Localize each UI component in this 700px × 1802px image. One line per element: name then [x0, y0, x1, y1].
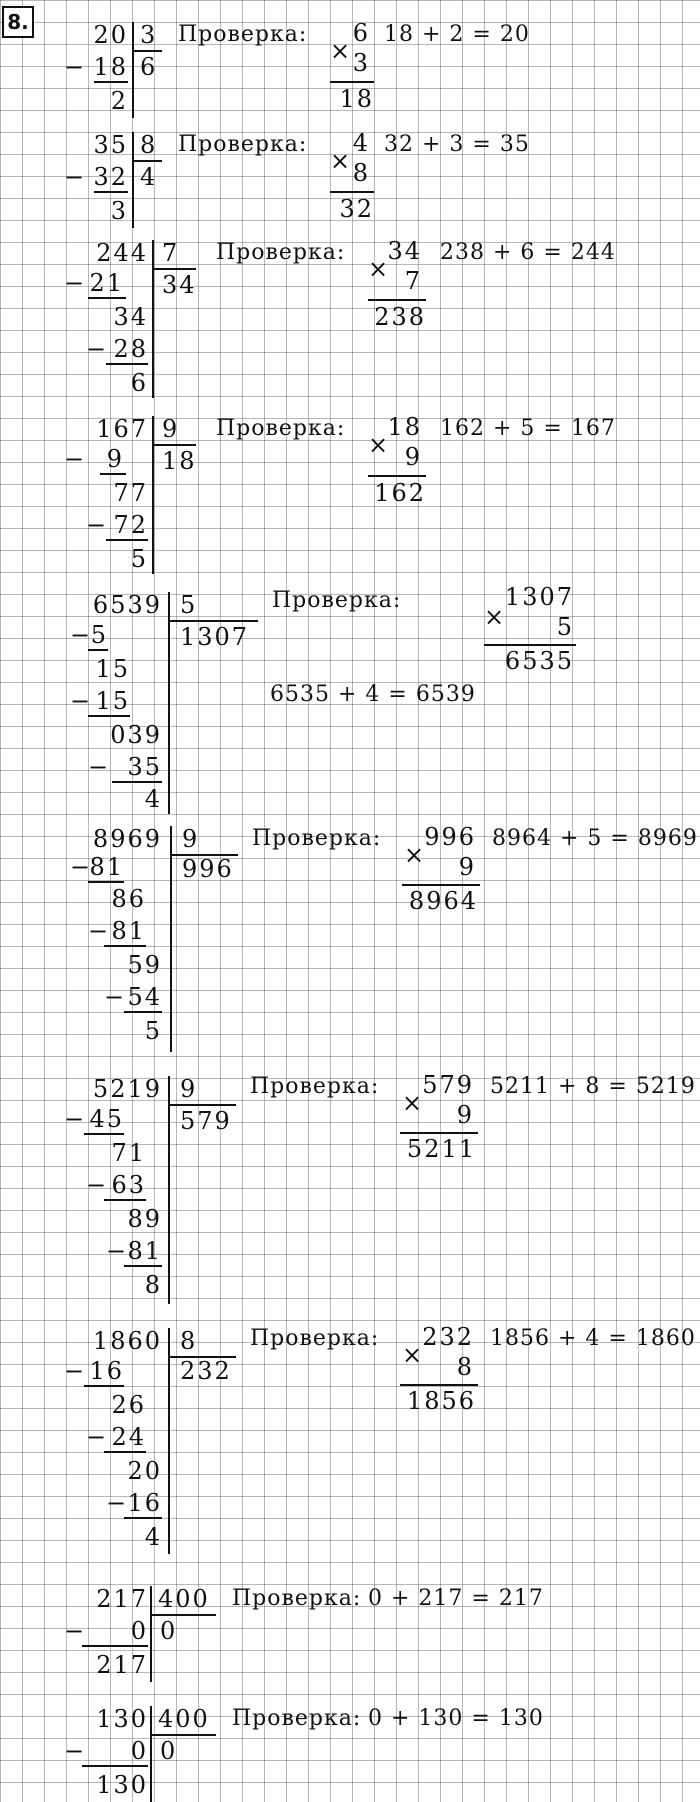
minus-sign: −: [106, 1489, 129, 1517]
subtrahend: 21: [89, 269, 124, 297]
subtraction-line: [94, 81, 128, 83]
subtraction-line: [88, 715, 130, 717]
mult-top: 579: [422, 1071, 474, 1099]
check-label: Проверка:: [232, 1706, 362, 1731]
times-sign: ×: [368, 255, 391, 283]
subtraction-line: [88, 297, 126, 299]
remainder: 5: [144, 1017, 162, 1045]
minus-sign: −: [86, 1171, 109, 1199]
subtraction-line: [104, 945, 146, 947]
division-bar: [168, 1076, 170, 1304]
minus-sign: −: [70, 687, 93, 715]
minus-sign: −: [64, 1105, 87, 1133]
times-sign: ×: [404, 841, 427, 869]
subtrahend: 5: [90, 621, 108, 649]
division-bar: [132, 132, 134, 228]
subtrahend: 54: [127, 983, 162, 1011]
remainder: 20: [127, 1457, 162, 1485]
quotient: 232: [180, 1357, 232, 1385]
times-sign: ×: [402, 1341, 425, 1369]
subtrahend: 16: [89, 1357, 124, 1385]
subtrahend: 72: [113, 511, 148, 539]
product-line: [400, 1132, 478, 1134]
remainder: 71: [111, 1139, 146, 1167]
minus-sign: −: [64, 1617, 87, 1645]
product-line: [484, 644, 576, 646]
times-sign: ×: [330, 37, 353, 65]
remainder: 2: [110, 87, 128, 115]
remainder: 77: [113, 479, 148, 507]
minus-sign: −: [88, 753, 111, 781]
divisor: 400: [158, 1585, 210, 1613]
mult-top: 34: [387, 237, 422, 265]
remainder: 4: [144, 785, 162, 813]
check-label: Проверка:: [250, 1326, 380, 1351]
dividend: 217: [96, 1585, 148, 1613]
divisor-line: [150, 1614, 216, 1616]
division-bar: [168, 1328, 170, 1554]
remainder: 4: [144, 1523, 162, 1551]
minus-sign: −: [70, 621, 93, 649]
subtraction-line: [124, 1265, 162, 1267]
subtrahend: 81: [127, 1237, 162, 1265]
subtrahend: 32: [93, 163, 128, 191]
remainder: 26: [111, 1391, 146, 1419]
remainder: 130: [96, 1771, 148, 1799]
check-equation: 1856 + 4 = 1860: [490, 1326, 696, 1351]
dividend: 6539: [92, 591, 162, 619]
check-label: Проверка:: [178, 132, 308, 157]
subtraction-line: [100, 473, 126, 475]
subtraction-line: [88, 881, 124, 883]
quotient: 0: [160, 1617, 178, 1645]
dividend: 20: [93, 21, 128, 49]
times-sign: ×: [402, 1089, 425, 1117]
dividend: 8969: [92, 825, 162, 853]
remainder: 15: [95, 655, 130, 683]
remainder: 34: [113, 303, 148, 331]
subtraction-line: [84, 1385, 124, 1387]
remainder: 59: [127, 951, 162, 979]
division-bar: [152, 416, 154, 574]
subtrahend: 81: [111, 917, 146, 945]
minus-sign: −: [64, 163, 87, 191]
minus-sign: −: [64, 445, 87, 473]
quotient: 996: [182, 855, 234, 883]
divisor-line: [168, 1104, 236, 1106]
dividend: 5219: [92, 1075, 162, 1103]
mult-top: 18: [387, 413, 422, 441]
check-label: Проверка:: [178, 22, 308, 47]
check-label: Проверка:: [272, 588, 402, 613]
mult-bottom: 3: [352, 49, 370, 77]
minus-sign: −: [86, 511, 109, 539]
minus-sign: −: [88, 917, 111, 945]
subtrahend: 63: [111, 1171, 146, 1199]
divisor: 9: [182, 825, 200, 853]
mult-bottom: 9: [404, 443, 422, 471]
divisor: 5: [180, 591, 198, 619]
mult-top: 232: [422, 1323, 474, 1351]
division-bar: [170, 826, 172, 1052]
mult-top: 6: [352, 19, 370, 47]
mult-bottom: 9: [458, 853, 476, 881]
subtrahend: 24: [111, 1423, 146, 1451]
minus-sign: −: [104, 983, 127, 1011]
dividend: 167: [96, 415, 148, 443]
subtrahend: 45: [89, 1105, 124, 1133]
check-label: Проверка:: [232, 1586, 362, 1611]
divisor-line: [152, 444, 196, 446]
minus-sign: −: [86, 335, 109, 363]
divisor-line: [168, 620, 258, 622]
minus-sign: −: [64, 1357, 87, 1385]
divisor: 9: [180, 1075, 198, 1103]
subtraction-line: [106, 539, 148, 541]
task-number: 8.: [2, 6, 34, 38]
subtrahend: 0: [130, 1617, 148, 1645]
remainder: 86: [111, 885, 146, 913]
product: 238: [374, 303, 426, 331]
dividend: 1860: [92, 1327, 162, 1355]
product: 18: [339, 85, 374, 113]
divisor: 9: [162, 415, 180, 443]
check-label: Проверка:: [216, 416, 346, 441]
mult-bottom: 9: [456, 1101, 474, 1129]
times-sign: ×: [330, 147, 353, 175]
check-equation: 0 + 130 = 130: [368, 1706, 544, 1731]
times-sign: ×: [484, 603, 507, 631]
subtraction-line: [124, 1517, 162, 1519]
remainder: 3: [110, 197, 128, 225]
product-line: [368, 475, 426, 477]
remainder: 039: [110, 721, 162, 749]
minus-sign: −: [64, 53, 87, 81]
subtrahend: 0: [130, 1737, 148, 1765]
subtraction-line: [124, 1011, 162, 1013]
divisor-line: [150, 1734, 216, 1736]
check-label: Проверка:: [250, 1074, 380, 1099]
dividend: 244: [96, 239, 148, 267]
check-equation: 6535 + 4 = 6539: [270, 682, 476, 707]
check-equation: 8964 + 5 = 8969: [492, 826, 698, 851]
quotient: 6: [140, 53, 158, 81]
dividend: 130: [96, 1705, 148, 1733]
product: 8964: [408, 887, 478, 915]
subtrahend: 28: [113, 335, 148, 363]
quotient: 579: [180, 1107, 232, 1135]
check-equation: 238 + 6 = 244: [440, 240, 616, 265]
check-equation: 32 + 3 = 35: [384, 132, 530, 157]
subtrahend: 18: [93, 53, 128, 81]
remainder: 5: [130, 545, 148, 573]
remainder: 89: [127, 1205, 162, 1233]
minus-sign: −: [64, 1737, 87, 1765]
check-label: Проверка:: [252, 826, 382, 851]
divisor: 400: [158, 1705, 210, 1733]
mult-bottom: 5: [556, 613, 574, 641]
subtrahend: 81: [89, 853, 124, 881]
divisor-line: [132, 50, 162, 52]
product: 6535: [504, 647, 574, 675]
product: 32: [339, 195, 374, 223]
minus-sign: −: [106, 1237, 129, 1265]
divisor: 8: [180, 1327, 198, 1355]
quotient: 0: [160, 1737, 178, 1765]
product-line: [402, 884, 480, 886]
minus-sign: −: [86, 1423, 109, 1451]
mult-top: 1307: [504, 583, 574, 611]
mult-bottom: 7: [404, 267, 422, 295]
divisor: 7: [162, 239, 180, 267]
subtrahend: 16: [127, 1489, 162, 1517]
quotient: 34: [162, 271, 197, 299]
product-line: [400, 1384, 478, 1386]
divisor-line: [152, 268, 196, 270]
divisor-line: [132, 160, 162, 162]
subtrahend: 35: [127, 753, 162, 781]
check-equation: 5211 + 8 = 5219: [490, 1074, 696, 1099]
subtraction-line: [88, 649, 108, 651]
subtraction-line: [112, 781, 162, 783]
divisor: 8: [140, 131, 158, 159]
product-line: [330, 81, 374, 83]
subtraction-line: [104, 1451, 146, 1453]
remainder: 8: [144, 1271, 162, 1299]
mult-top: 996: [424, 823, 476, 851]
quotient: 4: [140, 163, 158, 191]
subtraction-line: [104, 1199, 146, 1201]
check-equation: 18 + 2 = 20: [384, 22, 530, 47]
times-sign: ×: [368, 431, 391, 459]
minus-sign: −: [64, 269, 87, 297]
minus-sign: −: [70, 853, 93, 881]
division-bar: [150, 1586, 152, 1682]
check-label: Проверка:: [216, 240, 346, 265]
division-bar: [152, 240, 154, 398]
quotient: 1307: [180, 623, 250, 651]
mult-bottom: 8: [352, 159, 370, 187]
subtraction-line: [82, 1765, 148, 1767]
subtrahend: 9: [106, 445, 124, 473]
divisor: 3: [140, 21, 158, 49]
subtraction-line: [82, 1645, 148, 1647]
product-line: [368, 299, 426, 301]
quotient: 18: [162, 447, 197, 475]
division-bar: [150, 1706, 152, 1802]
subtrahend: 15: [95, 687, 130, 715]
product: 5211: [406, 1135, 476, 1163]
product: 1856: [406, 1387, 476, 1415]
product: 162: [374, 479, 426, 507]
subtraction-line: [94, 191, 128, 193]
subtraction-line: [84, 1133, 124, 1135]
subtraction-line: [106, 363, 148, 365]
check-equation: 0 + 217 = 217: [368, 1586, 544, 1611]
division-bar: [168, 592, 170, 814]
check-equation: 162 + 5 = 167: [440, 416, 616, 441]
product-line: [330, 191, 374, 193]
mult-bottom: 8: [456, 1353, 474, 1381]
division-bar: [132, 22, 134, 118]
remainder: 217: [96, 1651, 148, 1679]
remainder: 6: [130, 369, 148, 397]
dividend: 35: [93, 131, 128, 159]
mult-top: 4: [352, 129, 370, 157]
